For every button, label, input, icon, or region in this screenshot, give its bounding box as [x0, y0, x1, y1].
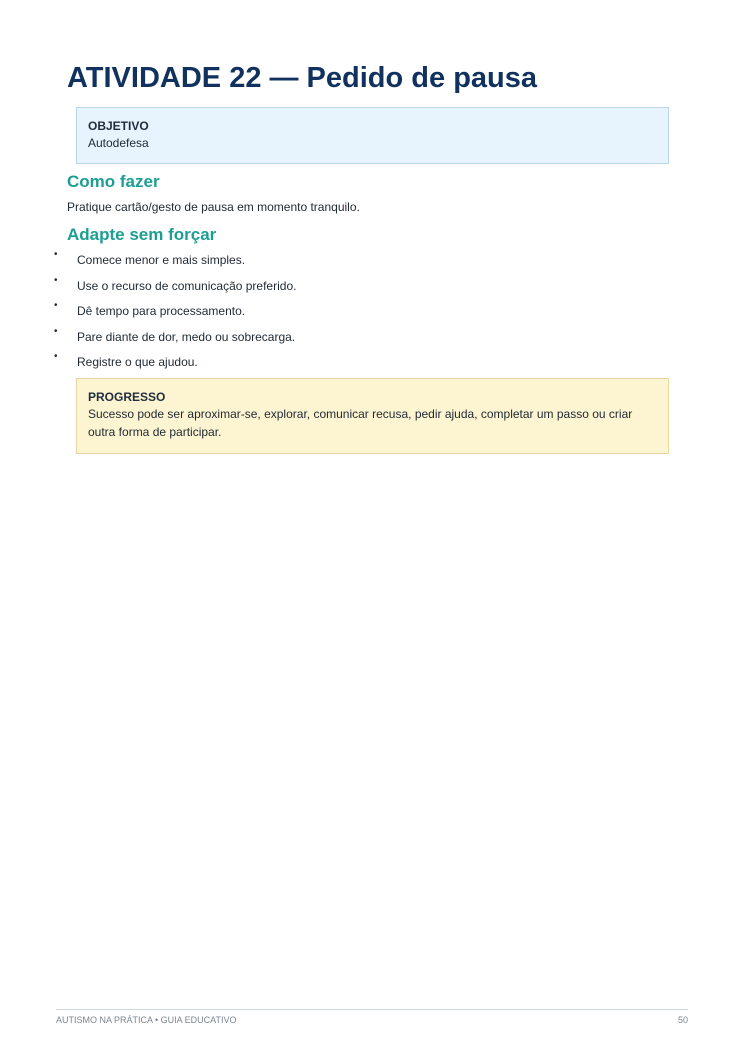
bullet-icon: •: [54, 351, 58, 363]
footer-title: AUTISMO NA PRÁTICA • GUIA EDUCATIVO: [56, 1015, 237, 1025]
progress-text: Sucesso pode ser aproximar-se, explorar, comunicar recusa, pedir ajuda, completar um passo ou criar outra forma de participar.: [88, 407, 633, 439]
progress-label: PROGRESSO: [88, 390, 166, 404]
footer-divider: [56, 1009, 688, 1010]
adapt-heading: Adapte sem forçar: [67, 225, 217, 244]
list-item-text: Comece menor e mais simples.: [77, 253, 246, 267]
progress-box: [76, 378, 669, 454]
page-title: ATIVIDADE 22 — Pedido de pausa: [67, 62, 538, 94]
bullet-icon: •: [54, 300, 58, 312]
list-item-text: Use o recurso de comunicação preferido.: [77, 278, 297, 293]
bullet-icon: •: [54, 249, 58, 260]
list-item-text: Dê tempo para processamento.: [77, 304, 246, 319]
page-number: 50: [677, 1015, 688, 1025]
bullet-icon: •: [54, 274, 58, 286]
objective-text: Autodefesa: [88, 136, 149, 150]
list-item-text: Registre o que ajudou.: [77, 355, 198, 370]
objective-label: OBJETIVO: [88, 119, 149, 133]
how-to-heading: Como fazer: [67, 172, 160, 191]
how-to-text: Pratique cartão/gesto de pausa em momento tranquilo.: [67, 200, 360, 214]
list-item-text: Pare diante de dor, medo ou sobrecarga.: [77, 329, 296, 344]
objective-box: [76, 107, 669, 164]
bullet-icon: •: [54, 325, 58, 337]
